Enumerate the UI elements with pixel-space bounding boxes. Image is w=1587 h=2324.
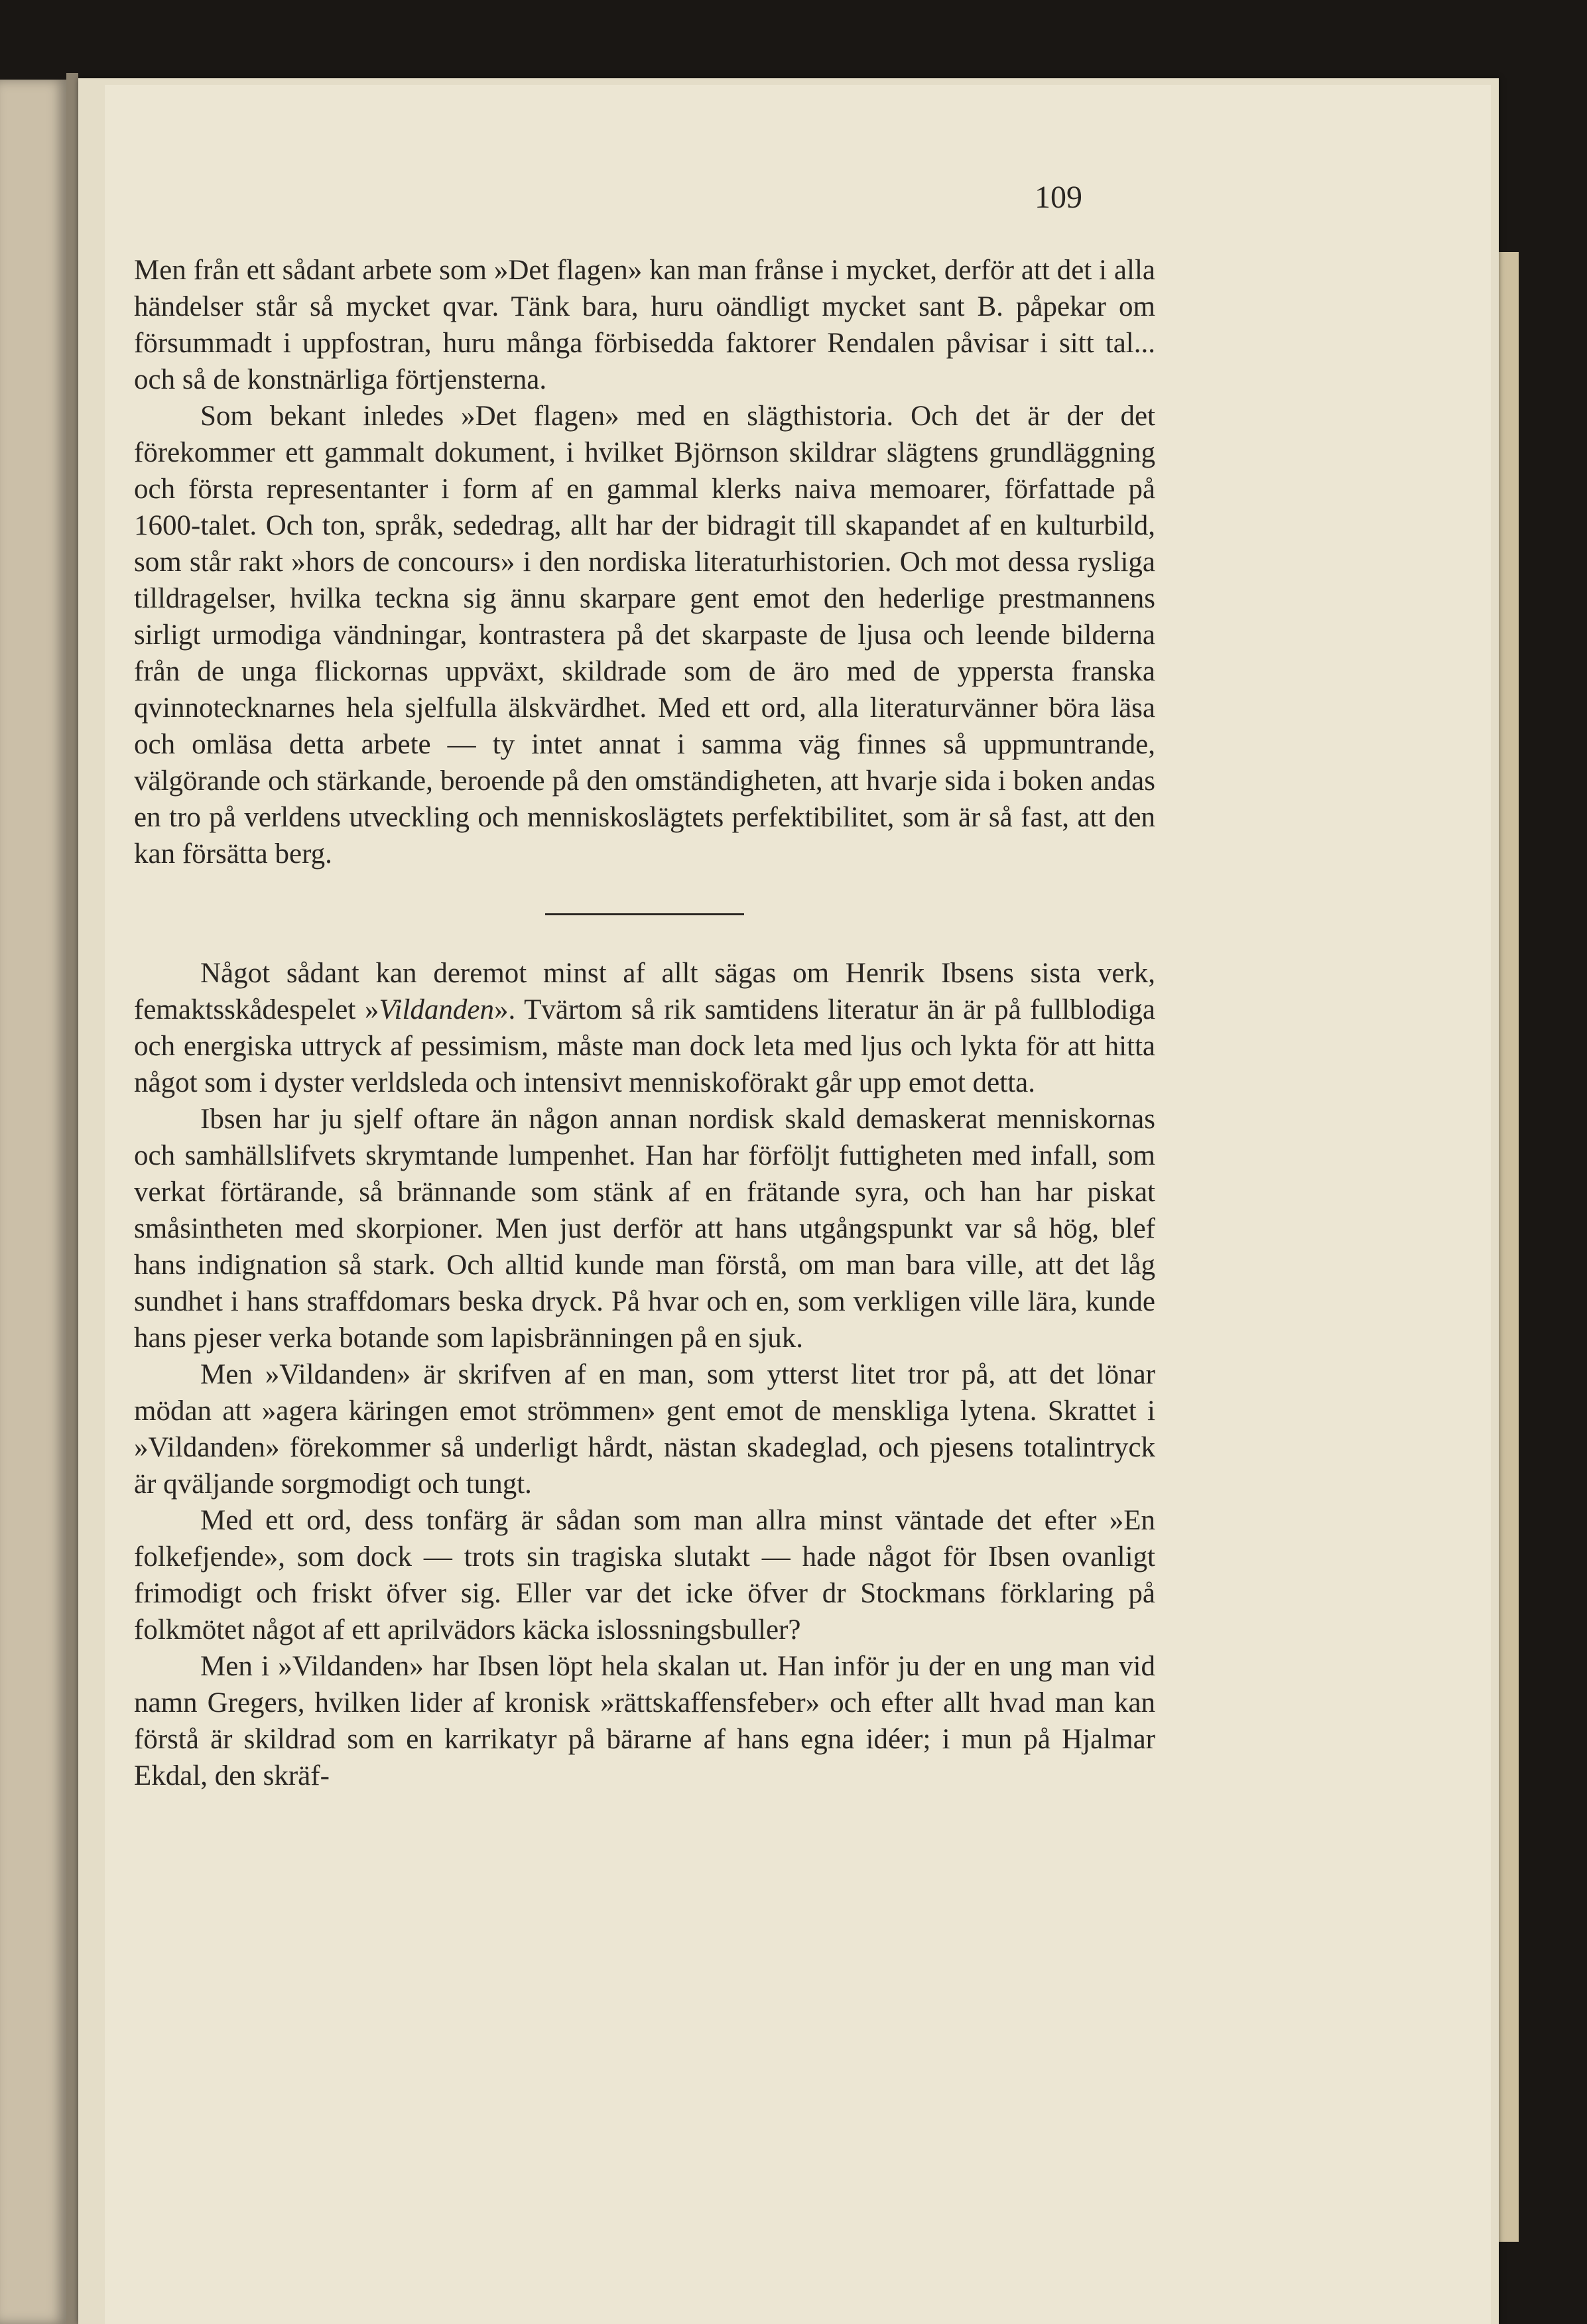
- paragraph: Med ett ord, dess tonfärg är sådan som man allra minst väntade det efter »En folkefjende», som dock — trots sin tragiska slutakt — hade något för Ibsen ovanligt frimodigt och friskt öfver sig. Eller var det icke öfver dr Stockmans förklaring på folkmötet något af ett aprilvädors käcka islossningsbuller?: [134, 1505, 1155, 1646]
- play-title: Vildanden: [379, 994, 494, 1025]
- page-number: 109: [1035, 180, 1082, 215]
- paragraph: Ibsen har ju sjelf oftare än någon annan nordisk skald demaskerat menniskornas och samhällslifvets skrymtande lumpenhet. Han har förföljt futtigheten med infall, som verkat förtärande, så brännande som stänk af en frätande syra, och han har piskat småsintheten med skorpioner. Men just derför att hans utgångspunkt var så hög, blef hans indignation så stark. Och alltid kunde man förstå, om man bara ville, att det låg sundhet i hans straffdomars beska dryck. På hvar och en, som verkligen ville lära, kunde hans pjeser verka botande som lapisbränningen på en sjuk.: [134, 1104, 1155, 1354]
- paragraph-text: Något sådant kan deremot minst af allt sägas om Henrik Ibsens sista verk, femaktsskådespelet »: [134, 958, 1155, 1025]
- paragraph: Men »Vildanden» är skrifven af en man, som ytterst litet tror på, att det lönar mödan att »agera käringen emot strömmen» gent emot de menskliga lytena. Skrattet i »Vildanden» förekommer så underligt hårdt, nästan skadeglad, och pjesens totalintryck är qväljande sorgmodigt och tungt.: [134, 1359, 1155, 1500]
- left-page-margin: [0, 80, 66, 2324]
- paragraph: Som bekant inledes »Det flagen» med en slägthistoria. Och det är der det förekommer ett gammalt dokument, i hvilket Björnson skildrar slägtens grundläggning och första representanter i form af en gammal klerks naiva memoarer, författade på 1600-talet. Och ton, språk, sededrag, allt har der bidragit till skapandet af en kulturbild, som står rakt »hors de concours» i den nordiska literaturhistorien. Och mot dessa rysliga tilldragelser, hvilka teckna sig ännu skarpare gent emot den hederlige prestmannens sirligt urmodiga vändningar, kontrastera på det skarpaste de ljusa och leende bilderna från de unga flickornas uppväxt, skildrade som de äro med de yppersta franska qvinnotecknarnes hela sjelfulla älskvärdhet. Med ett ord, alla literaturvänner böra läsa och omläsa detta arbete — ty intet annat i samma väg finnes så uppmuntrande, välgörande och stärkande, beroende på den omständigheten, att hvarje sida i boken andas en tro på verldens utveckling och menniskoslägtets perfektibilitet, som är så fast, att den kan försätta berg.: [134, 401, 1155, 870]
- page-text: [134, 252, 1155, 1794]
- section-divider: [545, 913, 744, 915]
- paragraph-text: ». Tvärtom så rik samtidens literatur än är på fullblodiga och energiska uttryck af pessimism, måste man dock leta med ljus och lykta för att hitta något som i dyster verldsleda och intensivt menniskoförakt går upp emot detta.: [134, 994, 1155, 1098]
- paragraph: Men i »Vildanden» har Ibsen löpt hela skalan ut. Han inför ju der en ung man vid namn Gregers, hvilken lider af kronisk »rättskaffensfeber» och efter allt hvad man kan förstå är skildrad som en karrikatyr på bärarne af hans egna idéer; i mun på Hjalmar Ekdal, den skräf-: [134, 1651, 1155, 1791]
- paragraph: [134, 955, 1155, 1101]
- paragraph: Men från ett sådant arbete som »Det flagen» kan man frånse i mycket, derför att det i alla händelser står så mycket qvar. Tänk bara, huru oändligt mycket sant B. påpekar om försummadt i uppfostran, huru många förbisedda faktorer Rendalen påvisar i sitt tal... och så de konstnärliga förtjensterna.: [134, 255, 1155, 395]
- book-gutter: [66, 73, 78, 2324]
